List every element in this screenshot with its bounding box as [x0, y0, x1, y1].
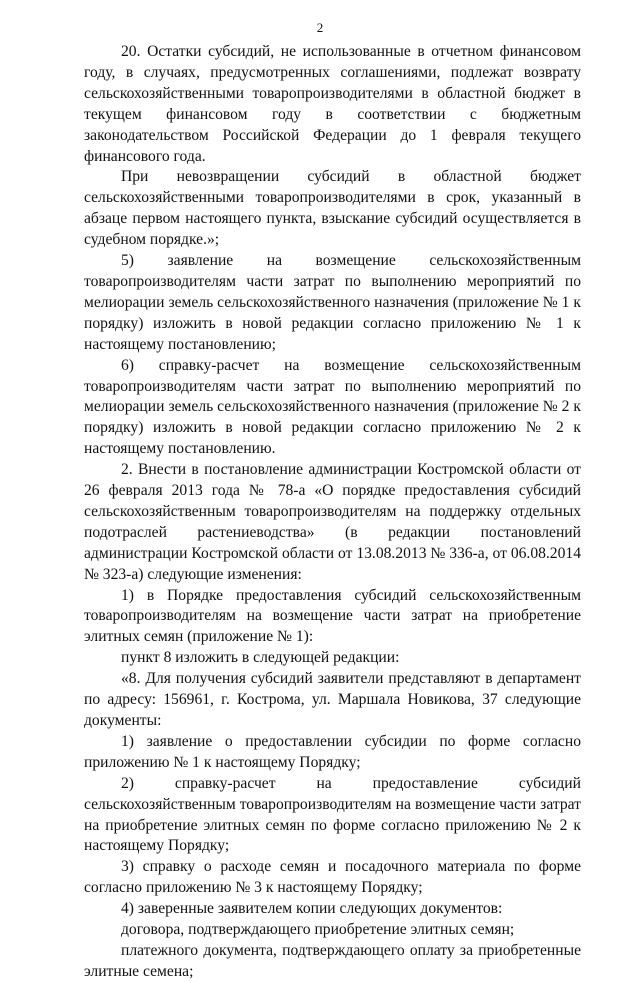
paragraph-non-return: При невозвращении субсидий в областной бюджет сельскохозяйственными товаропроизводителями в срок, указанный в абзаце первом настоящего пункта, взыскание субсидий осуществляется в судебном порядке.»; — [84, 168, 581, 249]
list-item-calculation: 2) справку-расчет на предоставление субсидий сельскохозяйственным товаропроизводителям на возмещение части затрат на приобретение элитных семян по форме согласно приложению № 2 к настоящему Порядку; — [84, 774, 581, 855]
page-number: 2 — [316, 20, 324, 35]
paragraph-point-8-text: «8. Для получения субсидий заявители представляют в департамент по адресу: 156961, г. Кострома, ул. Маршала Новикова, 37 следующие документы: — [84, 670, 581, 729]
paragraph-item-5-application: 5) заявление на возмещение сельскохозяйственным товаропроизводителям части затрат по выполнению мероприятий по мелиорации земель сельскохозяйственного назначения (приложение № 1 к порядку) изложить в новой редакции согласно приложению № 1 к настоящему постановлению; — [84, 252, 581, 353]
document-body — [84, 42, 581, 983]
list-item-seed-report: 3) справку о расходе семян и посадочного материала по форме согласно приложению № 3 к настоящему Порядку; — [84, 858, 581, 897]
paragraph-section-2-amendments: 2. Внести в постановление администрации Костромской области от 26 февраля 2013 года № 78-а «О порядке предоставления субсидий сельскохозяйственным товаропроизводителям на поддержку отдельных подотраслей растениеводства» (в редакции постановлений администрации Костромской области от 13.08.2013 № 336-а, от 06.08.2014 № 323-а) следующие изменения: — [84, 461, 581, 583]
paragraph-point-8-intro: пункт 8 изложить в следующей редакции: — [121, 649, 400, 667]
paragraph-subitem-1-procedure: 1) в Порядке предоставления субсидий сельскохозяйственным товаропроизводителям на возмещение части затрат на приобретение элитных семян (приложение № 1): — [84, 586, 581, 646]
list-item-payment-document: платежного документа, подтверждающего оплату за приобретенные элитные семена; — [84, 941, 581, 980]
list-item-certified-copies: 4) заверенные заявителем копии следующих документов: — [121, 900, 503, 918]
list-item-contract: договора, подтверждающего приобретение элитных семян; — [121, 921, 515, 939]
paragraph-item-20-remainders: 20. Остатки субсидий, не использованные в отчетном финансовом году, в случаях, предусмотренных соглашениями, подлежат возврату сельскохозяйственными товаропроизводителями в областной бюджет в текущем финансовом году в соответствии с бюджетным законодательством Российской Федерации до 1 февраля текущего финансового года. — [84, 43, 581, 165]
list-item-application: 1) заявление о предоставлении субсидии по форме согласно приложению № 1 к настоящему Порядку; — [84, 732, 581, 771]
paragraph-item-6-calculation: 6) справку-расчет на возмещение сельскохозяйственным товаропроизводителям части затрат по выполнению мероприятий по мелиорации земель сельскохозяйственного назначения (приложение № 2 к порядку) изложить в новой редакции согласно приложению № 2 к настоящему постановлению. — [84, 356, 581, 458]
